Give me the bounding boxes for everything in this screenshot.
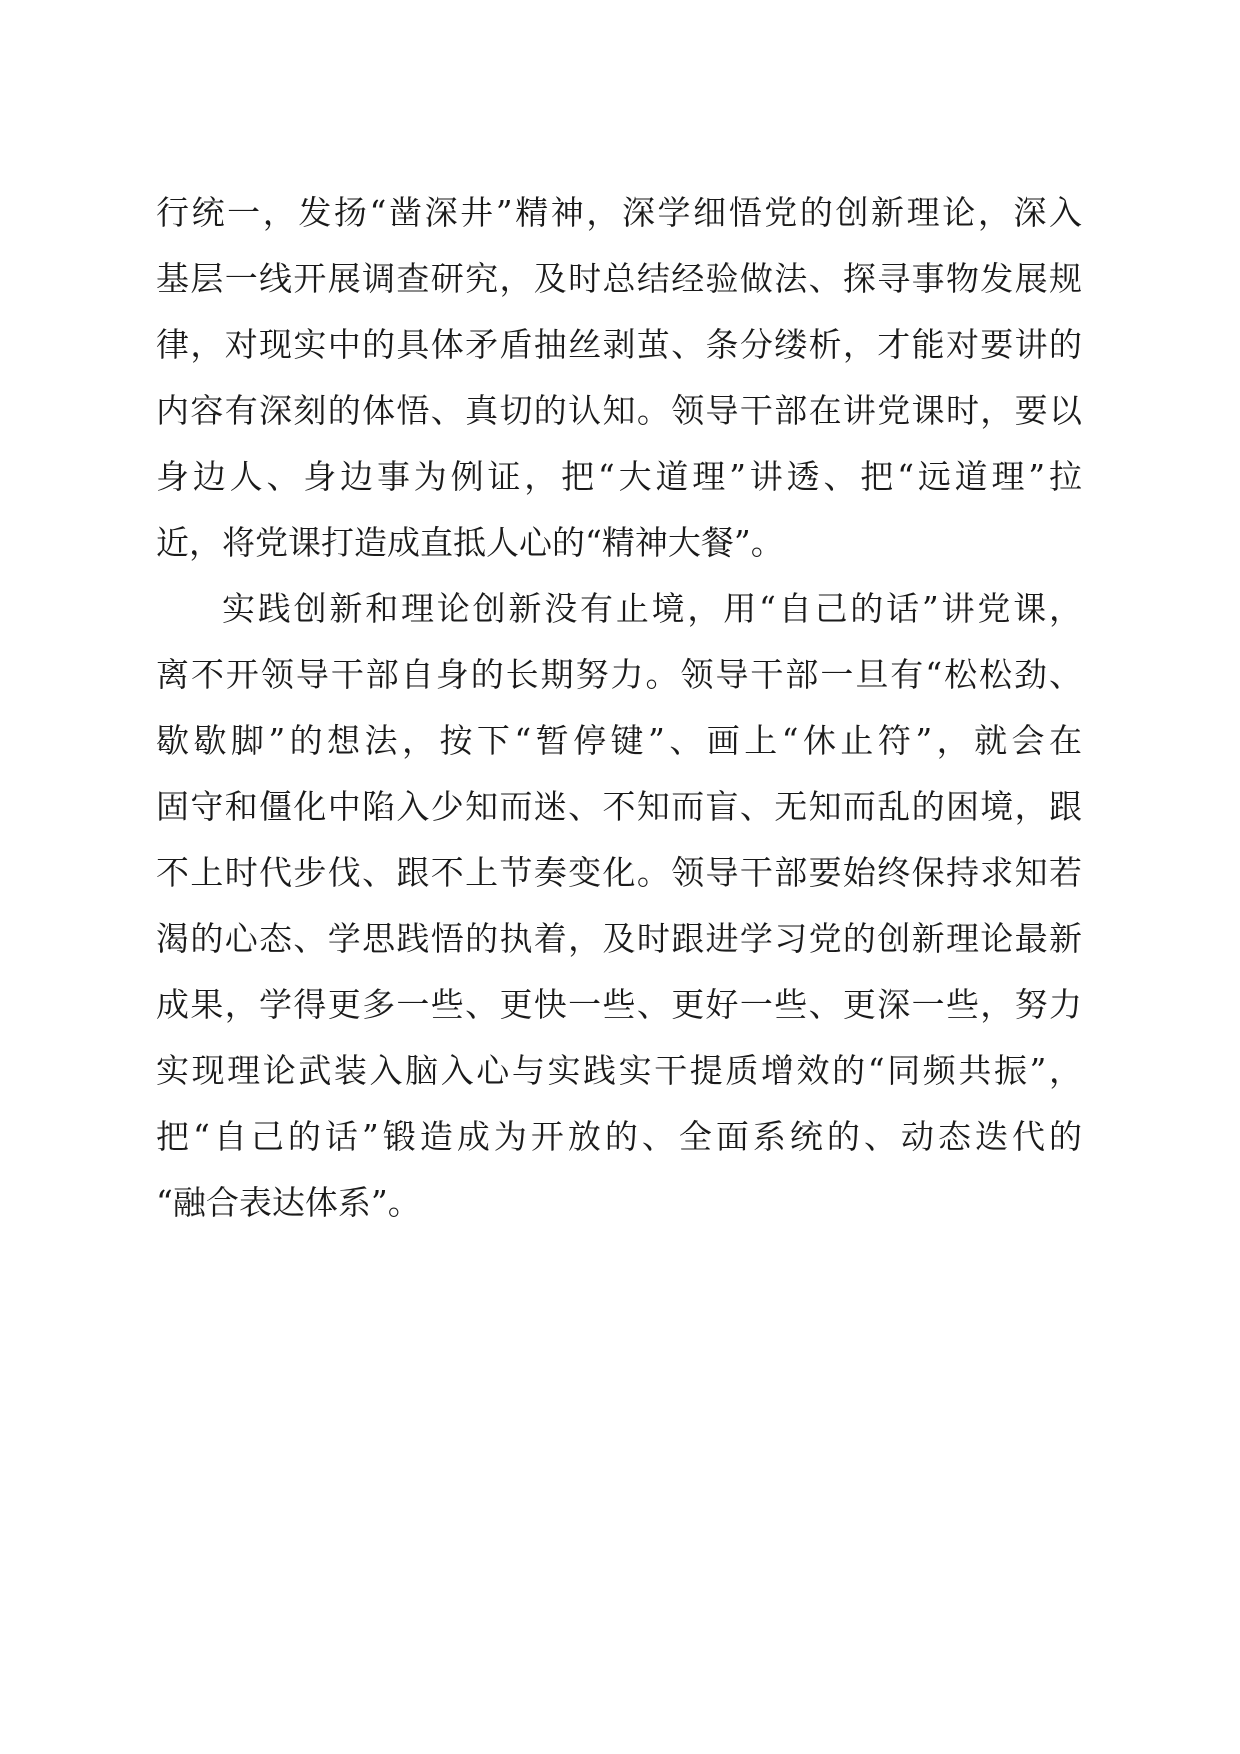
paragraph-line: 渴的心态、学思践悟的执着，及时跟进学习党的创新理论最新	[156, 919, 1082, 958]
paragraph-line: 身边人、身边事为例证，把“大道理”讲透、把“远道理”拉	[156, 457, 1082, 496]
paragraph-line: “融合表达体系”。	[156, 1183, 421, 1222]
paragraph-1	[156, 180, 1082, 576]
paragraph-line: 实现理论武装入脑入心与实践实干提质增效的“同频共振”，	[156, 1051, 1082, 1090]
paragraph-line: 歇歇脚”的想法，按下“暂停键”、画上“休止符”，就会在	[156, 721, 1082, 760]
paragraph-line: 近，将党课打造成直抵人心的“精神大餐”。	[156, 523, 784, 562]
paragraph-line: 内容有深刻的体悟、真切的认知。领导干部在讲党课时，要以	[156, 391, 1082, 430]
paragraph-line: 成果，学得更多一些、更快一些、更好一些、更深一些，努力	[156, 985, 1082, 1024]
paragraph-line: 离不开领导干部自身的长期努力。领导干部一旦有“松松劲、	[156, 655, 1082, 694]
document-body	[156, 180, 1082, 1236]
paragraph-line: 行统一，发扬“凿深井”精神，深学细悟党的创新理论，深入	[156, 193, 1082, 232]
paragraph-line: 律，对现实中的具体矛盾抽丝剥茧、条分缕析，才能对要讲的	[156, 325, 1082, 364]
paragraph-line: 把“自己的话”锻造成为开放的、全面系统的、动态迭代的	[156, 1117, 1082, 1156]
paragraph-line: 不上时代步伐、跟不上节奏变化。领导干部要始终保持求知若	[156, 853, 1082, 892]
paragraph-2	[156, 576, 1082, 1236]
paragraph-line: 固守和僵化中陷入少知而迷、不知而盲、无知而乱的困境，跟	[156, 787, 1082, 826]
paragraph-line: 基层一线开展调查研究，及时总结经验做法、探寻事物发展规	[156, 259, 1082, 298]
paragraph-line: 实践创新和理论创新没有止境，用“自己的话”讲党课，	[222, 589, 1082, 628]
